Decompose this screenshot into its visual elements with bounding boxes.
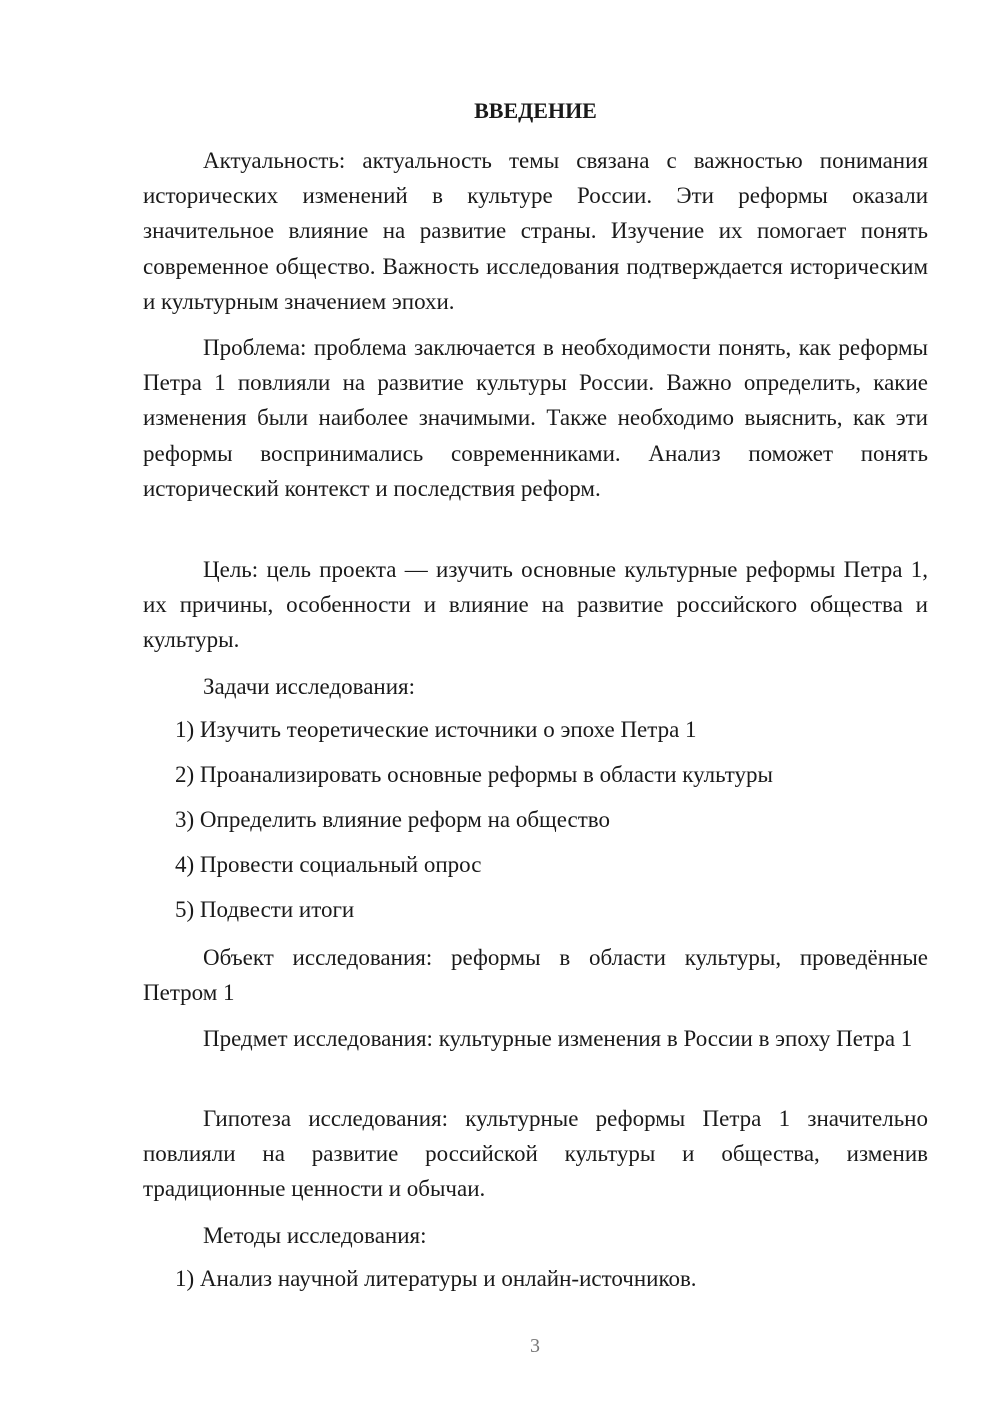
tasks-heading: Задачи исследования: [203,674,416,699]
task-item: 1) Изучить теоретические источники о эпохе Петра 1 [175,717,697,742]
goal-paragraph: Цель: цель проекта — изучить основные культурные реформы Петра 1, их причины, особенности и влияние на развитие российского общества и культуры. [143,557,928,653]
method-item: 1) Анализ научной литературы и онлайн-источников. [175,1266,697,1291]
page-title: ВВЕДЕНИЕ [474,98,597,123]
methods-heading: Методы исследования: [203,1223,427,1248]
task-item: 5) Подвести итоги [175,897,355,922]
problem-paragraph: Проблема: проблема заключается в необходимости понять, как реформы Петра 1 повлияли на развитие культуры России. Важно определить, какие изменения были наиболее значимыми. Также необходимо выяснить, как эти реформы воспринимались современниками. Анализ поможет понять исторический контекст и последствия реформ. [143,335,928,501]
task-item: 4) Провести социальный опрос [175,852,482,877]
task-item: 2) Проанализировать основные реформы в области культуры [175,762,773,787]
task-item: 3) Определить влияние реформ на общество [175,807,610,832]
hypothesis-paragraph: Гипотеза исследования: культурные реформы Петра 1 значительно повлияли на развитие российской культуры и общества, изменив традиционные ценности и обычаи. [143,1106,928,1202]
subject-paragraph: Предмет исследования: культурные изменения в России в эпоху Петра 1 [203,1026,913,1051]
page-number: 3 [530,1335,540,1357]
relevance-paragraph: Актуальность: актуальность темы связана с важностью понимания исторических изменений в культуре России. Эти реформы оказали значительное влияние на развитие страны. Изучение их помогает понять современное общество. Важность исследования подтверждается историческим и культурным значением эпохи. [143,148,928,314]
object-paragraph: Объект исследования: реформы в области культуры, проведённые Петром 1 [143,945,928,1006]
